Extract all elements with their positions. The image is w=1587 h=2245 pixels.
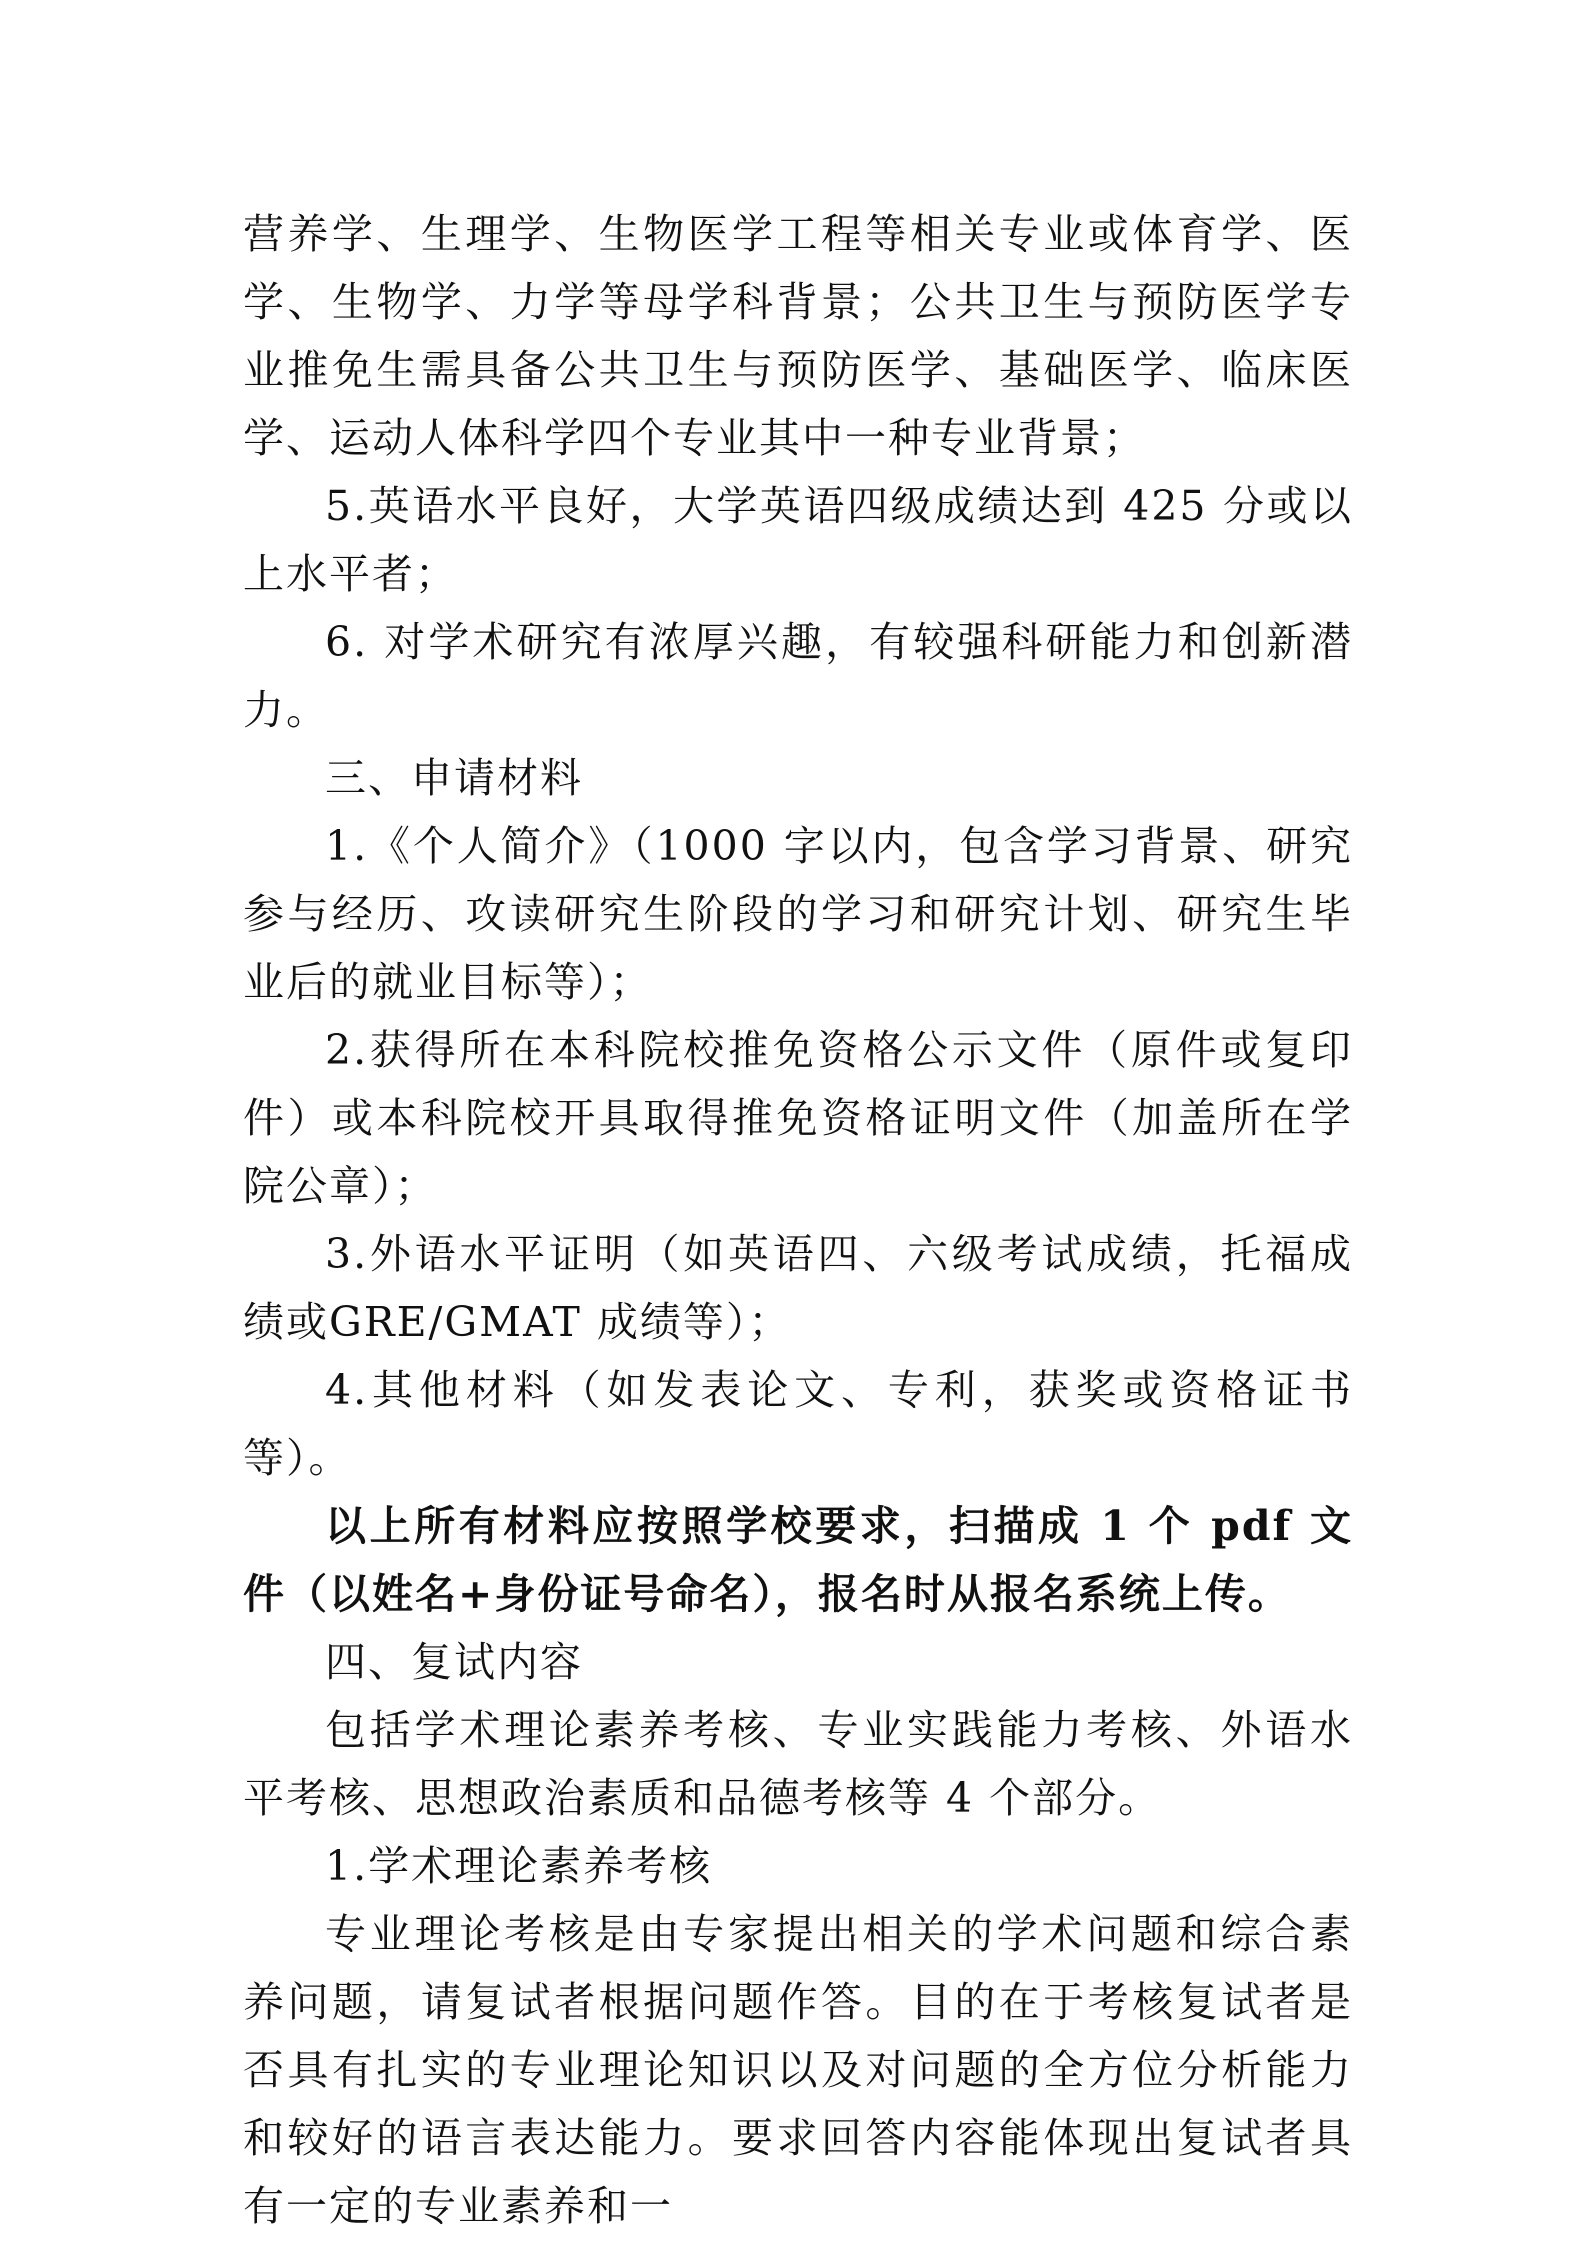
paragraph-language-proof: 3.外语水平证明（如英语四、六级考试成绩，托福成绩或GRE/GMAT 成绩等）； bbox=[243, 1230, 1353, 1346]
section-heading-application-materials: 三、申请材料 bbox=[325, 754, 583, 802]
paragraph-research-interest: 6. 对学术研究有浓厚兴趣，有较强科研能力和创新潜力。 bbox=[243, 618, 1353, 734]
subheading-academic-theory: 1.学术理论素养考核 bbox=[325, 1842, 713, 1890]
paragraph-english-requirement: 5.英语水平良好，大学英语四级成绩达到 425 分或以上水平者； bbox=[243, 482, 1353, 598]
paragraph-personal-profile: 1.《个人简介》（1000 字以内，包含学习背景、研究参与经历、攻读研究生阶段的学习和研究计划、研究生毕业后的就业目标等）； bbox=[243, 822, 1353, 1006]
paragraph-other-materials: 4.其他材料（如发表论文、专利，获奖或资格证书等）。 bbox=[243, 1366, 1353, 1482]
document-body bbox=[243, 200, 1353, 2240]
paragraph-academic-theory-detail: 专业理论考核是由专家提出相关的学术问题和综合素养问题，请复试者根据问题作答。目的在于考核复试者是否具有扎实的专业理论知识以及对问题的全方位分析能力和较好的语言表达能力。要求回答内容能体现出复试者具有一定的专业素养和一 bbox=[243, 1910, 1353, 2230]
paragraph-upload-instruction: 以上所有材料应按照学校要求，扫描成 1 个 pdf 文件（以姓名+身份证号命名），报名时从报名系统上传。 bbox=[243, 1502, 1353, 1618]
paragraph-reexam-parts: 包括学术理论素养考核、专业实践能力考核、外语水平考核、思想政治素质和品德考核等 4 个部分。 bbox=[243, 1706, 1353, 1822]
section-heading-reexam-content: 四、复试内容 bbox=[325, 1638, 583, 1686]
paragraph-recommendation-qualification: 2.获得所在本科院校推免资格公示文件（原件或复印件）或本科院校开具取得推免资格证明文件（加盖所在学院公章）； bbox=[243, 1026, 1353, 1210]
paragraph-background-requirement: 营养学、生理学、生物医学工程等相关专业或体育学、医学、生物学、力学等母学科背景；公共卫生与预防医学专业推免生需具备公共卫生与预防医学、基础医学、临床医学、运动人体科学四个专业其中一种专业背景； bbox=[243, 210, 1353, 462]
